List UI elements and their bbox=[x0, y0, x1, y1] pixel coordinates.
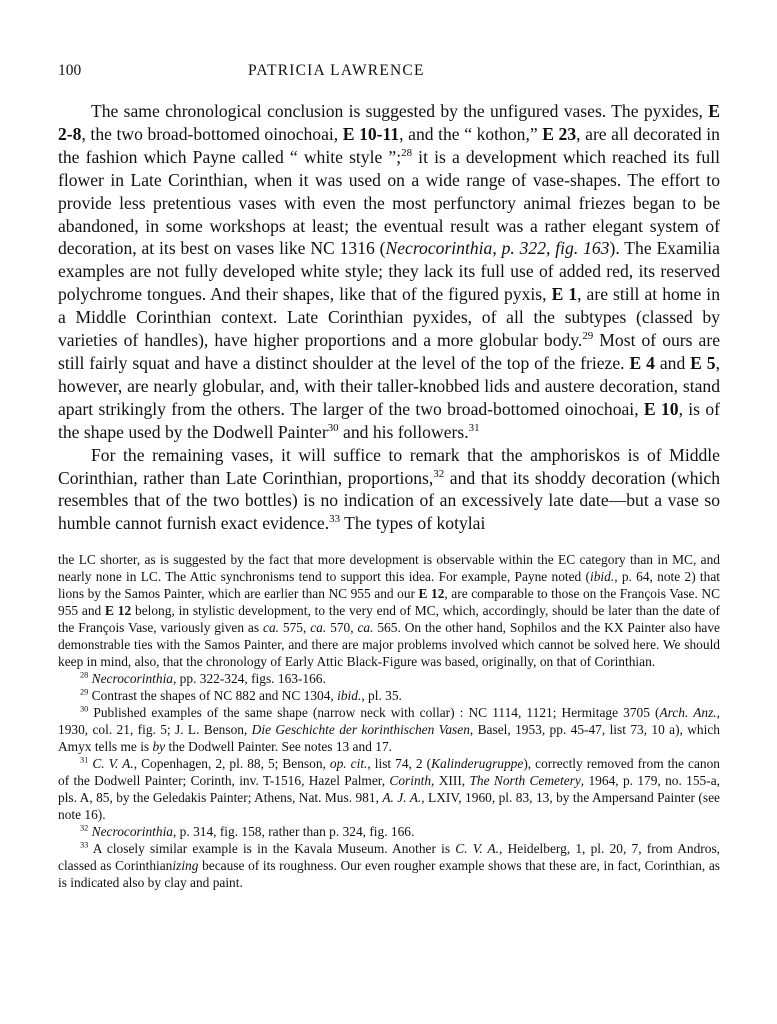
citation: The North Cemetery bbox=[469, 773, 581, 789]
catalogue-ref: E 2-8 bbox=[58, 101, 720, 144]
catalogue-ref: E 4 bbox=[629, 352, 655, 373]
emphasis: izing bbox=[172, 858, 199, 874]
main-text bbox=[58, 100, 720, 535]
footnote-continuation bbox=[58, 551, 720, 670]
footnote-33 bbox=[58, 840, 720, 891]
footnote-number: 33 bbox=[80, 840, 89, 850]
text-run: A closely similar example is in the Kavala Museum. Another is bbox=[92, 841, 456, 857]
text-run: , list 74, 2 ( bbox=[367, 756, 432, 772]
text-run: and his followers. bbox=[338, 421, 469, 442]
text-run: Most of ours are still fairly squat and have a distinct shoulder at the level of the top of the frieze. bbox=[58, 330, 721, 373]
footnote-28 bbox=[58, 670, 720, 687]
text-run: and bbox=[654, 352, 691, 373]
footnote-marker: 31 bbox=[468, 421, 480, 434]
footnote-number: 30 bbox=[80, 704, 89, 714]
text-run: , 1964, p. 179, no. 155-a, pls. A, 85, by the Geledakis Painter; Athens, Nat. Mus. 981, bbox=[58, 773, 720, 806]
citation: Corinth, bbox=[389, 773, 435, 789]
text-run: , LXIV, 1960, pl. 83, 13, by the Ampersand Painter (see note 16). bbox=[58, 790, 720, 823]
catalogue-ref: E 10-11 bbox=[342, 123, 400, 144]
text-run: , Heidelberg, 1, pl. 20, 7, from Andros, classed as Corinthian bbox=[58, 841, 721, 874]
abbreviation: ca. bbox=[310, 620, 327, 636]
paragraph-2 bbox=[58, 444, 720, 536]
running-head-author: PATRICIA LAWRENCE bbox=[248, 62, 425, 79]
text-run: , 1930, col. 21, fig. 5; J. L. Benson, bbox=[58, 705, 720, 738]
citation: A. J. A. bbox=[382, 790, 422, 806]
citation: ibid. bbox=[590, 569, 615, 585]
text-run: it is a development which reached its full flower in Late Corinthian, when it was used on a wide range of vase-shapes. The effort to provide less pretentious vases with even the most perfunctory animal friezes began to be abandoned, in some workshops at least; the eventual result was a rather elegant system of decoration, at its best on vases like NC 1316 ( bbox=[58, 146, 721, 259]
footnote-marker: 29 bbox=[582, 329, 594, 342]
text-run: ). The Examilia examples are not fully developed white style; they lack its full use of added red, its reserved polychrome tongues. And their shapes, like that of the figured pyxis, bbox=[58, 238, 720, 305]
citation: Necrocorinthia bbox=[91, 824, 173, 840]
footnote-31 bbox=[58, 755, 720, 823]
catalogue-ref: E 10 bbox=[643, 398, 679, 419]
footnote-number: 28 bbox=[80, 670, 89, 680]
text-run: , Basel, 1953, pp. 45-47, list 73, 10 a), which Amyx tells me is bbox=[58, 722, 720, 755]
footnote-number: 31 bbox=[80, 755, 89, 765]
text-run: , pp. 322-324, figs. 163-166. bbox=[172, 671, 326, 687]
citation: op. cit. bbox=[329, 756, 368, 772]
text-run: For the remaining vases, it will suffice to remark that the amphoriskos is of Middle Corinthian, rather than Late Corinthian, proportions, bbox=[58, 444, 720, 488]
text-run: , p. 64, note 2) that lions by the Samos Painter, which are earlier than NC 955 and our bbox=[58, 569, 721, 602]
citation: Die Geschichte der korinthischen Vasen bbox=[251, 722, 470, 738]
footnote-number: 32 bbox=[80, 823, 89, 833]
text-run: , and the “ kothon,” bbox=[399, 123, 543, 144]
footnotes bbox=[58, 551, 720, 891]
citation: Arch. Anz. bbox=[659, 705, 717, 721]
citation: Necrocorinthia, p. 322, fig. 163 bbox=[385, 238, 610, 259]
citation: ibid. bbox=[337, 688, 362, 704]
text-run: Contrast the shapes of NC 882 and NC 1304, bbox=[91, 688, 338, 704]
text-run: XIII, bbox=[434, 773, 470, 789]
catalogue-ref: E 23 bbox=[542, 123, 577, 144]
footnote-marker: 28 bbox=[401, 146, 413, 159]
page bbox=[58, 62, 720, 891]
footnote-29 bbox=[58, 687, 720, 704]
text-run: the LC shorter, as is suggested by the fact that more development is observable within the EC category than in MC, and nearly none in LC. The Attic synchronisms tend to support this idea. For example, Payne noted ( bbox=[58, 552, 720, 585]
text-run: , are still at home in a Middle Corinthian context. Late Corinthian pyxides, of all the subtypes (classed by varieties of handles), have higher proportions and a more globular body. bbox=[58, 284, 720, 351]
catalogue-ref: E 12 bbox=[418, 586, 445, 602]
text-run: , p. 314, fig. 158, rather than p. 324, fig. 166. bbox=[172, 824, 415, 840]
text-run: because of its roughness. Our even rougher example shows that these are, in fact, Corinthian, as is indicated also by clay and paint. bbox=[58, 858, 721, 891]
footnote-marker: 30 bbox=[327, 421, 339, 434]
text-run: 565. On the other hand, Sophilos and the KX Painter also have demonstrable ties with the Samos Painter, and there are major problems involved which cannot be solved here. We should keep in mind, also, that the chronology of Early Attic Black-Figure was based, originally, on that of Corinthian. bbox=[58, 620, 720, 670]
text-run: ), correctly removed from the canon of the Dodwell Painter; Corinth, inv. T-1516, Hazel Palmer, bbox=[58, 756, 720, 789]
text-run: , however, are nearly globular, and, with their taller-knobbed lids and austere decoration, stand apart strikingly from the others. The larger of the two broad-bottomed oinochoai, bbox=[58, 352, 721, 419]
text-run: 570, bbox=[326, 620, 358, 636]
text-run: , are comparable to those on the François Vase. NC 955 and bbox=[58, 586, 720, 619]
footnote-32 bbox=[58, 823, 720, 840]
catalogue-ref: E 5 bbox=[690, 352, 716, 373]
text-run: the Dodwell Painter. See notes 13 and 17. bbox=[165, 739, 392, 755]
footnote-30 bbox=[58, 704, 720, 755]
text-run: 575, bbox=[279, 620, 311, 636]
catalogue-ref: E 1 bbox=[551, 284, 578, 305]
page-number: 100 bbox=[58, 62, 82, 79]
text-run: , are all decorated in the fashion which Payne called “ white style ”; bbox=[58, 123, 720, 167]
abbreviation: ca. bbox=[263, 620, 279, 636]
citation: C. V. A. bbox=[92, 756, 134, 772]
text-run: Published examples of the same shape (narrow neck with collar) : NC 1114, 1121; Hermitage 3705 ( bbox=[93, 705, 660, 721]
footnote-marker: 33 bbox=[329, 513, 341, 526]
catalogue-ref: E 12 bbox=[105, 603, 132, 619]
paragraph-1 bbox=[58, 100, 720, 444]
text-run: The same chronological conclusion is suggested by the unfigured vases. The pyxides, bbox=[91, 101, 709, 121]
citation: Necrocorinthia bbox=[91, 671, 173, 687]
footnote-marker: 32 bbox=[433, 467, 445, 480]
text-run: The types of kotylai bbox=[340, 513, 486, 534]
text-run: , is of the shape used by the Dodwell Painter bbox=[58, 398, 720, 442]
text-run: belong, in stylistic development, to the very end of MC, which, accordingly, should be later than the date of the François Vase, variously given as bbox=[58, 603, 720, 636]
citation: Kalinderugruppe bbox=[431, 756, 524, 772]
footnote-number: 29 bbox=[80, 687, 89, 697]
running-header bbox=[58, 62, 720, 84]
text-run: , pl. 35. bbox=[361, 688, 402, 704]
abbreviation: ca. bbox=[357, 620, 374, 636]
citation: C. V. A. bbox=[455, 841, 500, 857]
text-run: , the two broad-bottomed oinochoai, bbox=[81, 123, 343, 144]
emphasis: by bbox=[152, 739, 166, 755]
text-run: and that its shoddy decoration (which resembles that of the two bottles) is no indication of an excessively late date—but a vase so humble cannot furnish exact evidence. bbox=[58, 467, 720, 534]
text-run: , Copenhagen, 2, pl. 88, 5; Benson, bbox=[133, 756, 330, 772]
